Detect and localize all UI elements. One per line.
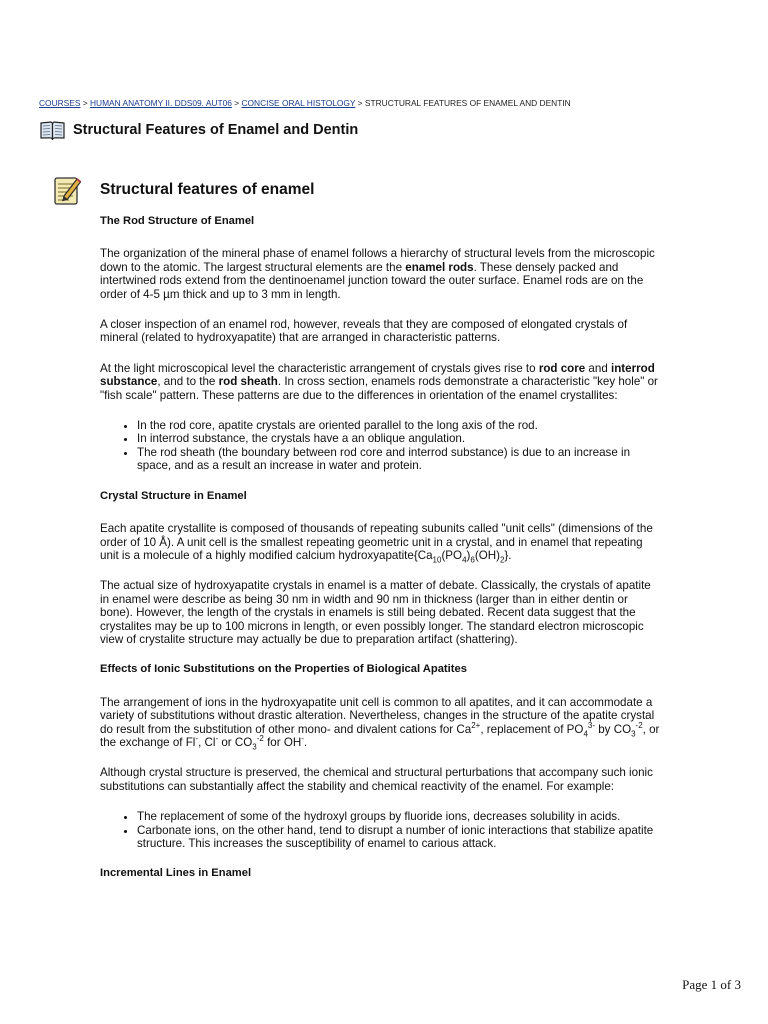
breadcrumb-separator: >: [80, 98, 90, 108]
breadcrumb-link-histology[interactable]: CONCISE ORAL HISTOLOGY: [241, 98, 356, 108]
list-item: • In the rod core, apatite crystals are oriented parallel to the long axis of the rod.: [137, 419, 660, 432]
paragraph-perturbations: Although crystal structure is preserved, the chemical and structural perturbations that accompany such ionic substitutions can substantially affect the stability and chemical reactivity of the enamel. For example:: [100, 766, 653, 793]
heading-incremental-lines: Incremental Lines in Enamel: [100, 867, 252, 880]
rod-orientation-list: [100, 419, 660, 473]
breadcrumb-link-anatomy[interactable]: HUMAN ANATOMY II. DDS09. AUT06: [89, 98, 232, 108]
breadcrumb-link-courses[interactable]: COURSES: [39, 98, 81, 108]
list-item: • Carbonate ions, on the other hand, tend to disrupt a number of ionic interactions that stabilize apatite structure. This increases the susceptibility of enamel to carious attack.: [137, 824, 660, 851]
paragraph-rod-hierarchy: The organization of the mineral phase of enamel follows a hierarchy of structural levels from the microscopic down to the atomic. The largest structural elements are the enamel rods. These densely packed and intertwined rods extend from the dentinoenamel junction toward the outer surface. Enamel rods are on the order of 4-5 µm thick and up to 3 mm in length.: [100, 247, 655, 301]
article-content: [100, 180, 660, 900]
open-book-icon: [40, 120, 65, 140]
heading-ionic-substitutions: Effects of Ionic Substitutions on the Properties of Biological Apatites: [100, 663, 467, 676]
paragraph-ion-arrangement: The arrangement of ions in the hydroxyapatite unit cell is common to all apatites, and it can accommodate a variety of substitutions without drastic alteration. Nevertheless, changes in the structure of the apatite crystal do result from the substitution of other mono- and divalent cations for $Ca^{2+}$, replacement of $PO_4^{3-}$ by $CO_3^{-2}$, or the exchange of Fl-, Cl- or $CO_3^{-2}$ for OH-.: [100, 695, 660, 752]
page-title: Structural Features of Enamel and Dentin: [73, 122, 359, 138]
page-title-row: [40, 118, 358, 142]
paragraph-unit-cells: Each apatite crystallite is composed of thousands of repeating subunits called "unit cells" (dimensions of the order of 10 Å). A unit cell is the smallest repeating geometric unit in a crystal, and in enamel that repeating unit is a molecule of a highly modified calcium $hydroxyapatite\{Ca_{10}(PO_4)_6(OH)_2\}$.: [100, 522, 653, 565]
section-title: Structural features of enamel: [100, 181, 315, 198]
heading-crystal-structure: Crystal Structure in Enamel: [100, 489, 247, 502]
paragraph-crystal-size: The actual size of hydroxyapatite crystals in enamel is a matter of debate. Classically, the crystals of apatite in enamel were describe as being 30 nm in width and 90 nm in thickness (larger than in either dentin or bone). However, the length of the crystals in enamels is still being debated. Recent data suggest that the crystalites may be up to 100 microns in length, or even possibly longer. The standard electron microscopic view of crystalite structure may actually be due to preparation artifact (shattering).: [100, 579, 651, 646]
breadcrumb-separator: >: [355, 98, 365, 108]
paragraph-rod-inspection: A closer inspection of an enamel rod, however, reveals that they are composed of elongated crystals of mineral (related to hydroxyapatite) that are arranged in characteristic patterns.: [100, 318, 628, 345]
notepad-pencil-icon: [52, 174, 82, 206]
breadcrumb: [39, 98, 739, 108]
list-item: • The rod sheath (the boundary between rod core and interrod substance) is due to an increase in space, and as a result an increase in water and protein.: [137, 446, 660, 473]
breadcrumb-separator: >: [231, 98, 242, 108]
heading-rod-structure: The Rod Structure of Enamel: [100, 215, 255, 227]
ionic-effects-list: [100, 810, 660, 850]
list-item: • The replacement of some of the hydroxyl groups by fluoride ions, decreases solubility in acids.: [137, 810, 660, 823]
paragraph-rod-arrangement: At the light microscopical level the characteristic arrangement of crystals gives rise to rod core and interrod substance, and to the rod sheath. In cross section, enamels rods demonstrate a characteristic "key hole" or "fish scale" pattern. These patterns are due to the differences in orientation of the enamel crystallites:: [100, 361, 658, 402]
breadcrumb-current: STRUCTURAL FEATURES OF ENAMEL AND DENTIN: [364, 98, 571, 108]
list-item: • In interrod substance, the crystals have a an oblique angulation.: [137, 432, 660, 445]
page-number: Page 1 of 3: [682, 977, 741, 992]
